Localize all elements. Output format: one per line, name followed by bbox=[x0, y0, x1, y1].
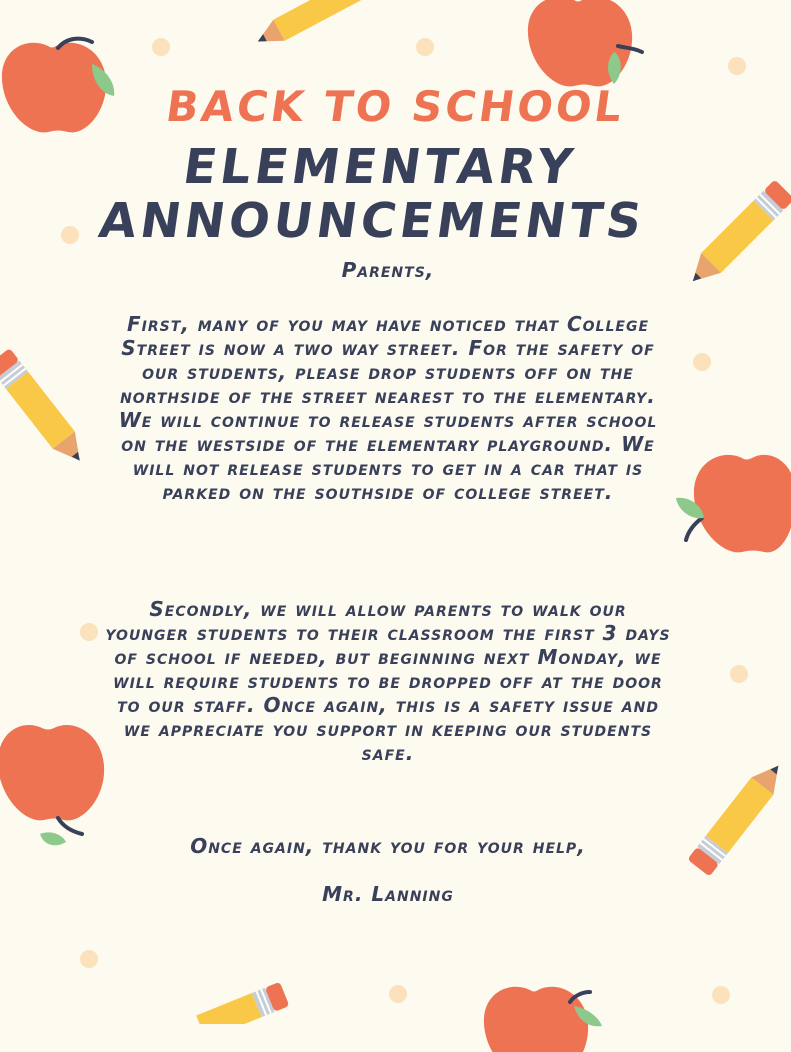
letter-signature: Mr. Lanning bbox=[322, 882, 454, 906]
letter-paragraph: First, many of you may have noticed that College Street is now a two way street. For the safety of our students, please drop students off on the northside of the street nearest to the elementary. We will continue to release students after school on the westside of the elementary playground. We will not release students to get in a car that is parked on the southside of college street. bbox=[118, 312, 658, 504]
flyer-title-line: ANNOUNCEMENTS bbox=[95, 193, 649, 249]
flyer-title bbox=[0, 140, 760, 248]
letter-greeting: Parents, bbox=[341, 258, 435, 282]
flyer-title-line: ELEMENTARY bbox=[179, 139, 580, 195]
letter-closing: Once again, thank you for your help, bbox=[190, 834, 586, 858]
flyer-subtitle: BACK TO SCHOOL bbox=[163, 82, 628, 131]
letter-paragraph: Secondly, we will allow parents to walk our younger students to their classroom the first 3 days of school if needed, but beginning next Monday, we will require students to be dropped off at the door to our staff. Once again, this is a safety issue and we appreciate you support in keeping our students safe. bbox=[105, 597, 671, 765]
